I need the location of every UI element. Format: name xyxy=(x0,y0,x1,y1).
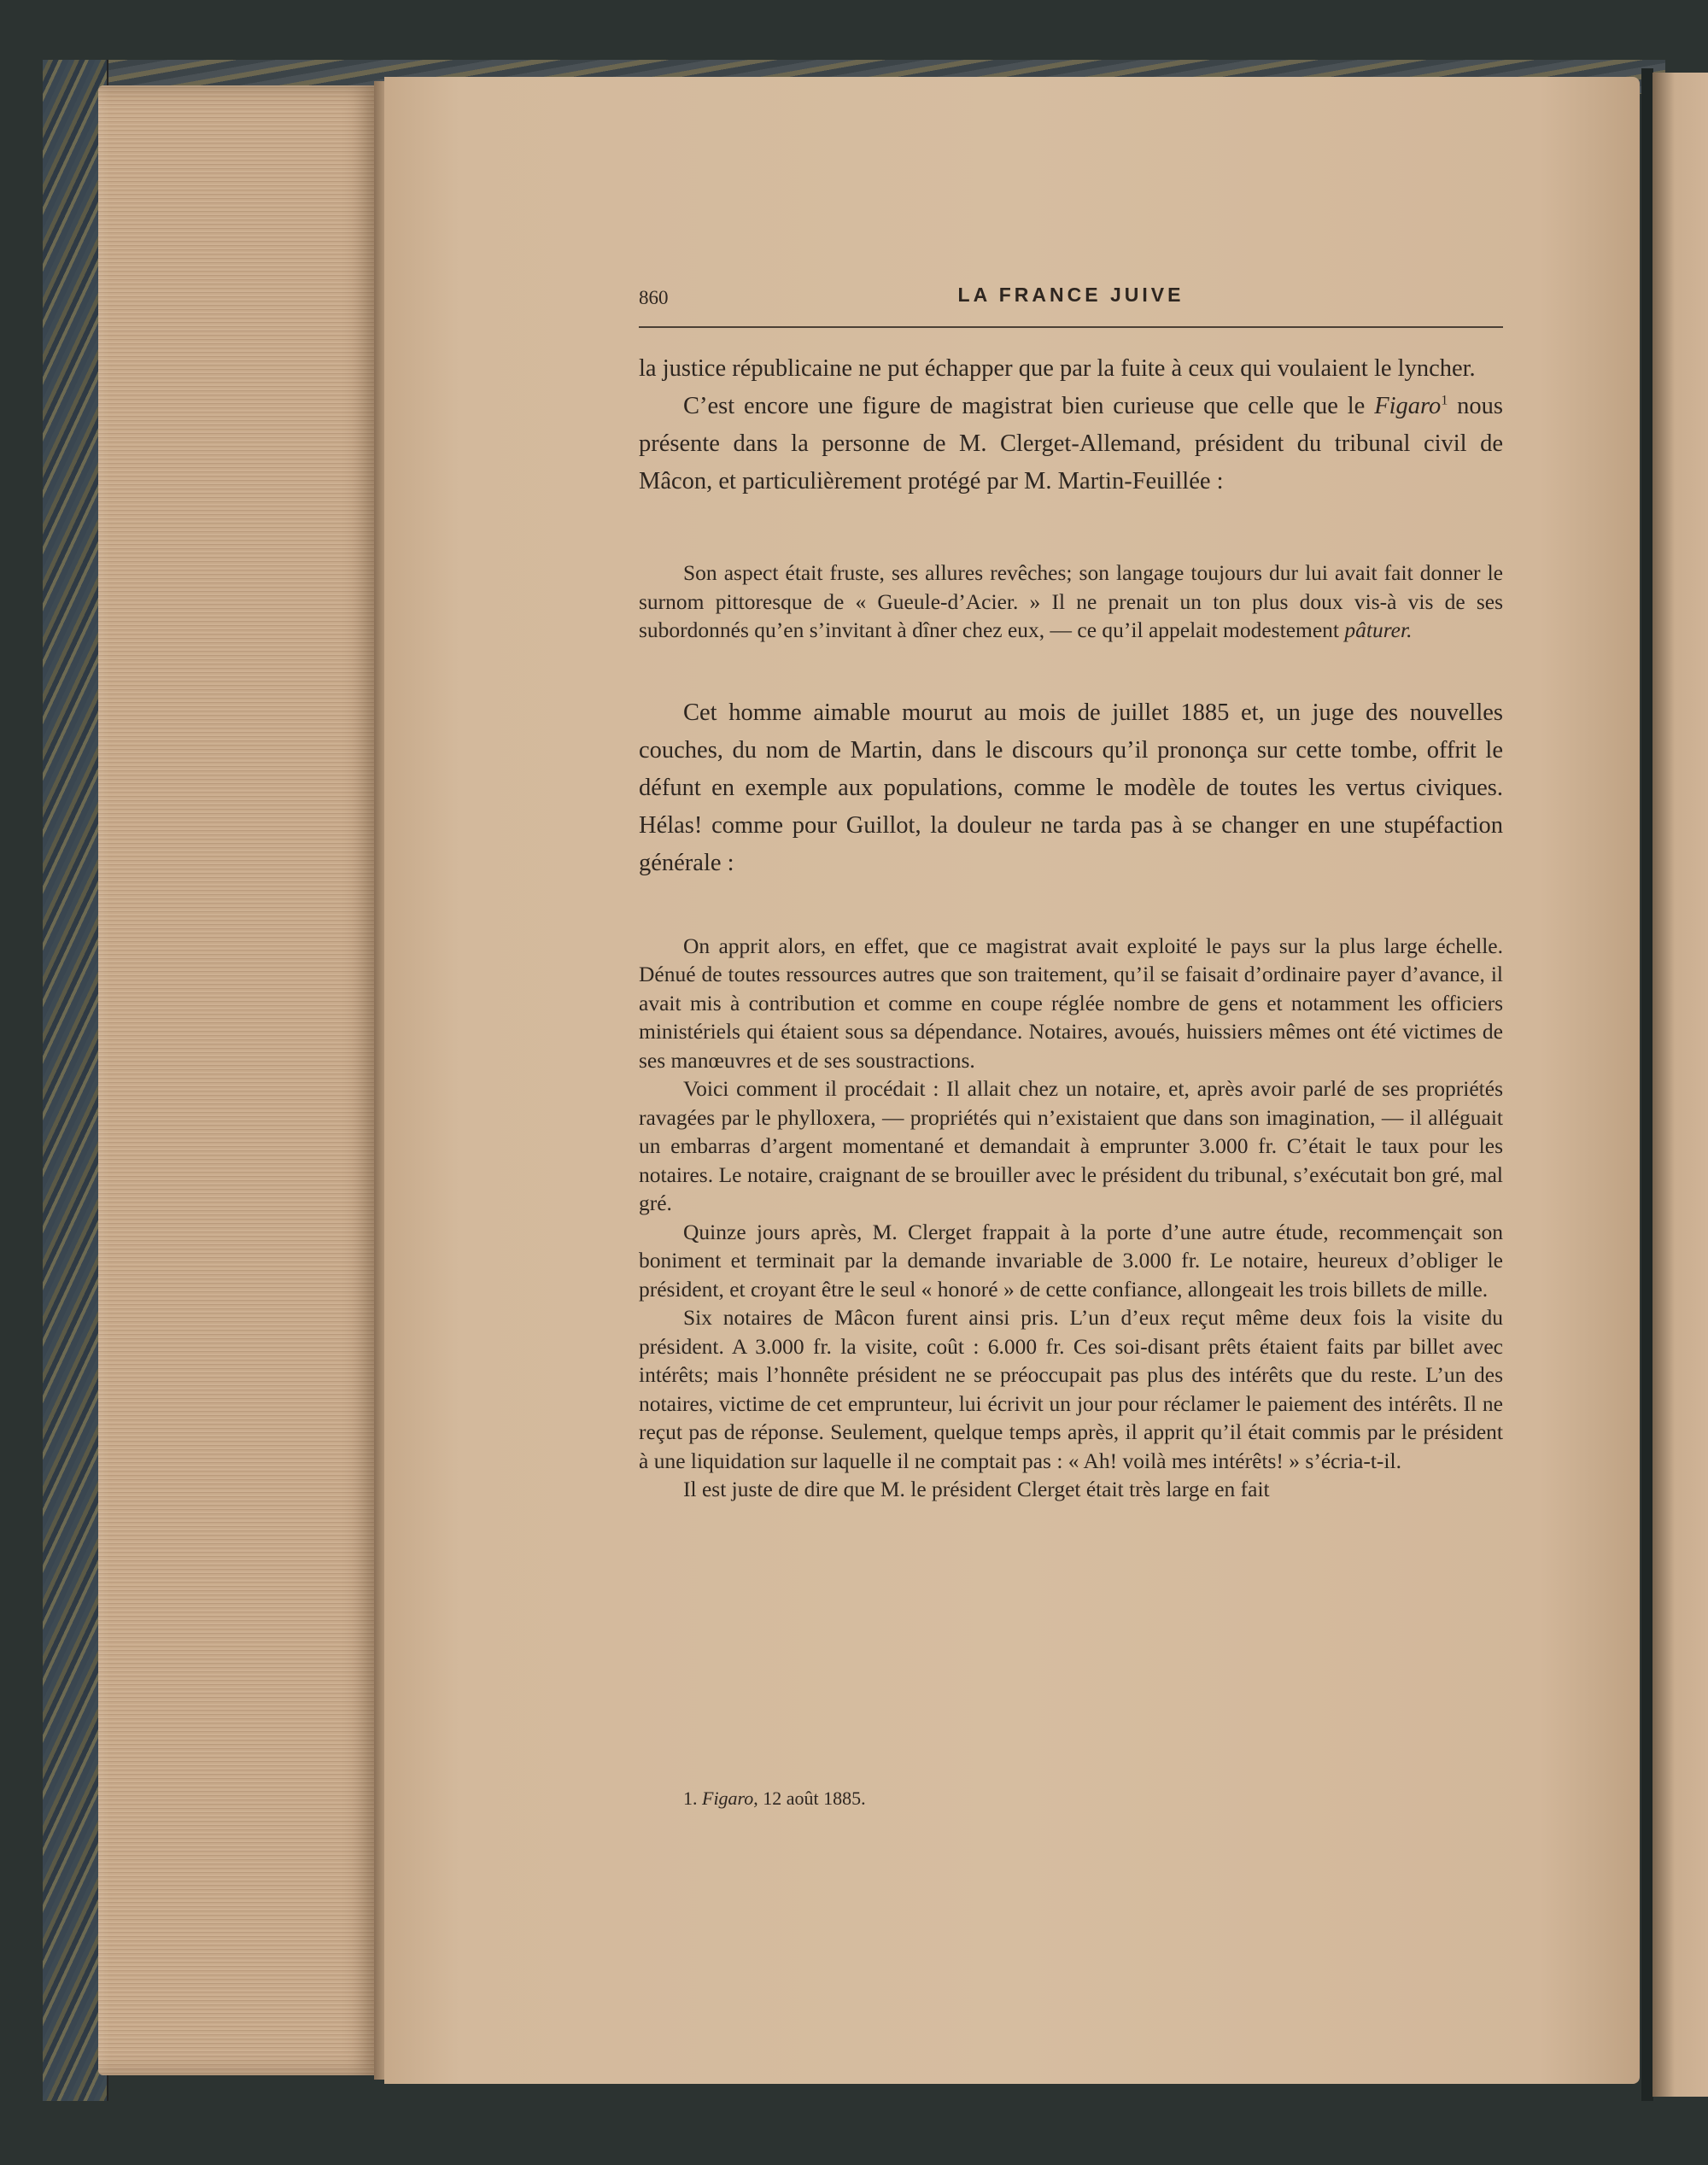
paragraph-text: C’est encore une figure de magistrat bien curieuse que celle que le xyxy=(683,393,1375,419)
footnote-date: , 12 août 1885. xyxy=(753,1788,866,1809)
quote-paragraph xyxy=(639,559,1503,645)
quote-text: Son aspect était fruste, ses allures revêches; son langage toujours dur lui avait fait donner le surnom pittoresque de « Gueule-d’Acier. » Il ne prenait un ton plus doux vis-à vis de ses subordonnés qu’en s’invitant à dîner chez eux, — ce qu’il appelait modestement xyxy=(639,560,1503,642)
paragraph-figaro-intro xyxy=(639,388,1503,500)
quote-paragraph: Voici comment il procédait : Il allait chez un notaire, et, après avoir parlé de ses propriétés ravagées par le phylloxera, — propriétés qui n’existaient que dans son imagination, — il alléguait un embarras d’argent momentané et demandait à emprunter 3.000 fr. C’était le taux pour les notaires. Le notaire, craignant de se brouiller avec le président du tribunal, s’exécutait bon gré, mal gré. xyxy=(639,1076,1503,1215)
next-page-edge xyxy=(1652,73,1708,2097)
quote-paragraph: Il est juste de dire que M. le président Clerget était très large en fait xyxy=(683,1477,1270,1501)
quote-paragraph: Six notaires de Mâcon furent ainsi pris. L’un d’eux reçut même deux fois la visite du président. A 3.000 fr. la visite, coût : 6.000 fr. Ces soi-disant prêts étaient faits par billet avec intérêts; mais l’honnête président ne se préoccupait pas plus des intérêts que du reste. L’un des notaires, victime de cet emprunteur, lui écrivit un jour pour réclamer le paiement des intérêts. Il ne reçut pas de réponse. Seulement, quelque temps après, il apprit qu’il était commis par le président à une liquidation sur laquelle il ne comptait pas : « Ah! voilà mes intérêts! » s’écria-t-il. xyxy=(639,1305,1503,1473)
page-number: 860 xyxy=(639,287,669,308)
footnote-ref: 1 xyxy=(1441,393,1448,408)
paragraph-death: Cet homme aimable mourut au mois de juillet 1885 et, un juge des nouvelles couches, du nom de Martin, dans le discours qu’il prononça sur cette tombe, offrit le défunt en exemple aux populations, comme le modèle de toutes les vertus civiques. Hélas! comme pour Guillot, la douleur ne tarda pas à se changer en une stupéfaction générale : xyxy=(639,699,1503,876)
page-body xyxy=(639,350,1503,1504)
italic-paturer: pâturer. xyxy=(1344,617,1413,642)
page-separator xyxy=(1641,68,1653,2101)
paragraph-continuation: la justice républicaine ne put échapper que par la fuite à ceux qui voulaient le lyncher. xyxy=(639,355,1476,382)
italic-figaro: Figaro xyxy=(1374,393,1442,419)
page-header xyxy=(639,282,1503,328)
paragraph-text: nous présente dans la personne de M. Clerget-Allemand, président du tribunal civil de Mâcon, et particulièrement protégé par M. Martin-Feuillée : xyxy=(639,393,1504,494)
running-title: LA FRANCE JUIVE xyxy=(957,284,1184,306)
footnote xyxy=(683,1788,866,1810)
footnote-source: Figaro xyxy=(702,1788,754,1809)
quote-paragraph: On apprit alors, en effet, que ce magistrat avait exploité le pays sur la plus large échelle. Dénué de toutes ressources autres que son traitement, qu’il se faisait d’ordinaire payer d’avance, il avait mis à contribution et comme en coupe réglée nombre de gens et notamment les officiers ministériels qui étaient sous sa dépendance. Notaires, avoués, huissiers mêmes ont été victimes de ses manœuvres et de ses soustractions. xyxy=(639,933,1503,1073)
page-block-edge xyxy=(98,85,380,2075)
quote-paragraph: Quinze jours après, M. Clerget frappait à la porte d’une autre étude, recommençait son boniment et terminait par la demande invariable de 3.000 fr. Le notaire, heureux d’obliger le président, et croyant être le seul « honoré » de cette confiance, allongeait les trois billets de mille. xyxy=(639,1219,1503,1302)
footnote-number: 1. xyxy=(683,1788,698,1809)
